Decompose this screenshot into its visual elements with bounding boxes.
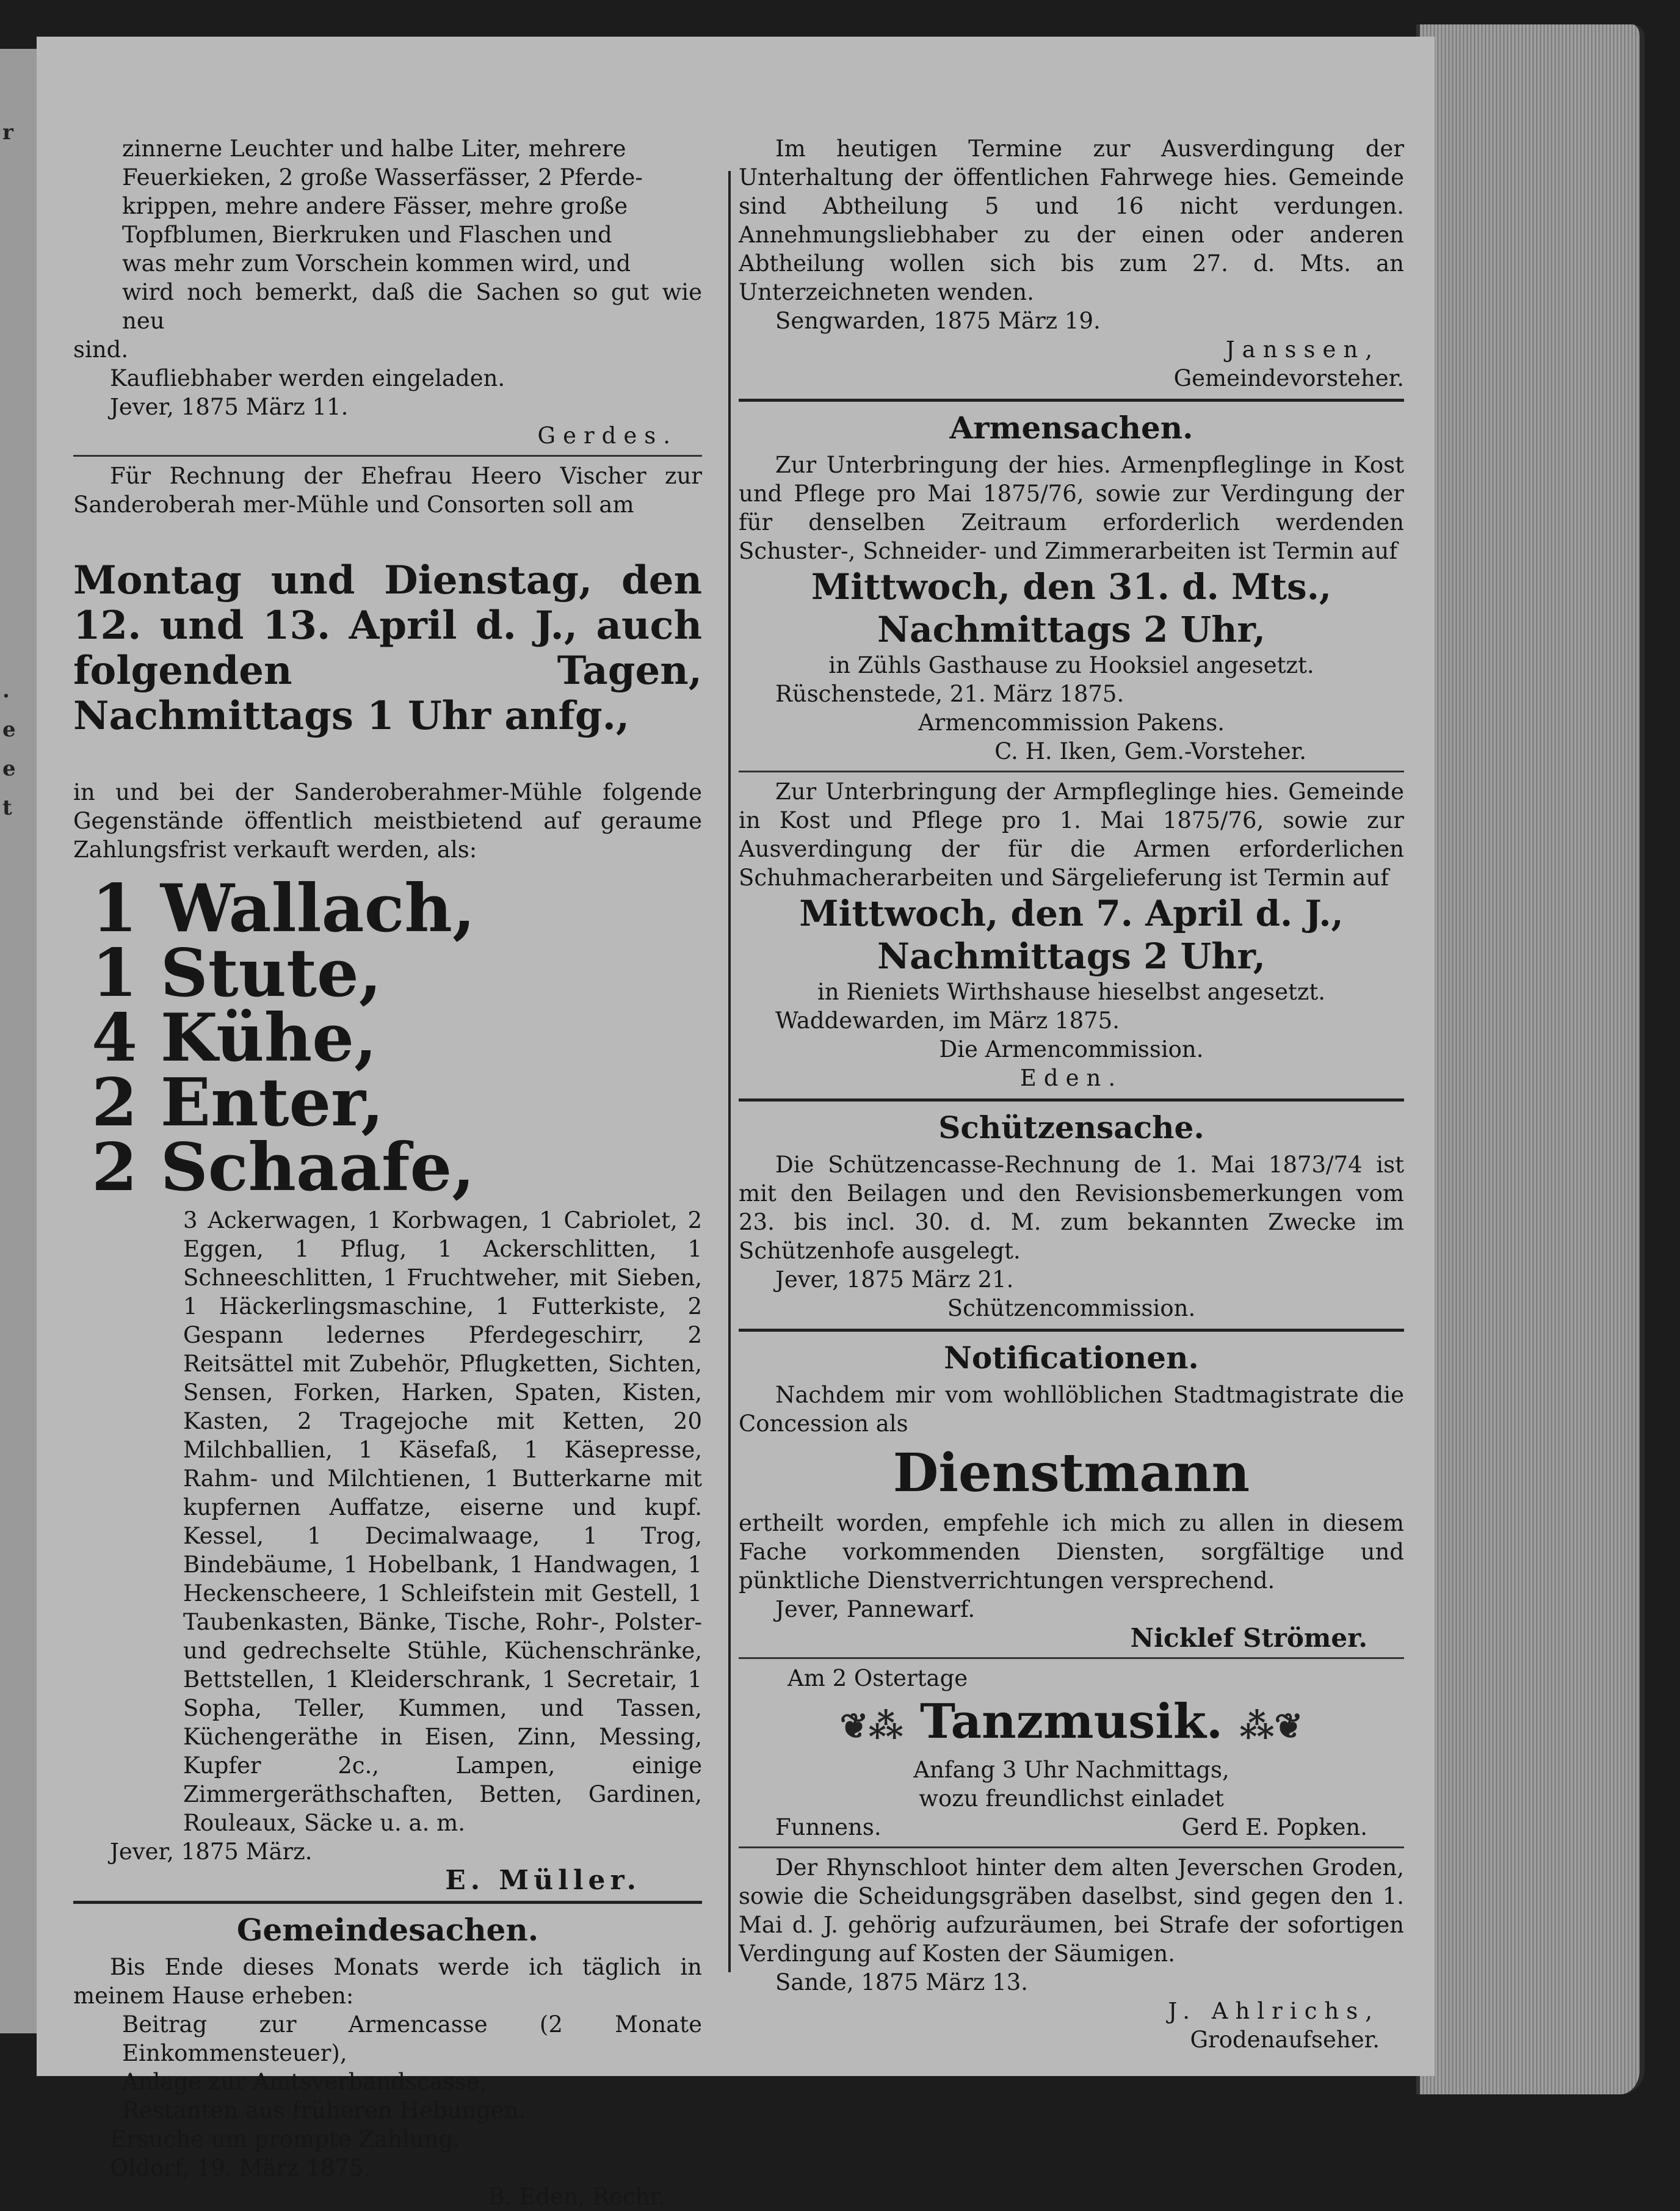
edge-fragment: . xyxy=(2,678,10,703)
auction-date: Mittwoch, den 31. d. Mts., xyxy=(811,566,1332,608)
ad-armensachen-2 xyxy=(739,777,1404,1092)
text-line: Feuerkieken, 2 große Wasserfässer, 2 Pferde- xyxy=(122,164,643,191)
list-item: Beitrag zur Armencasse (2 Monate Einkommensteuer), xyxy=(122,2011,702,2066)
date-line: Oldorf, 19. März 1875. xyxy=(110,2155,371,2181)
ad-gemeindesachen xyxy=(73,1910,702,2211)
signature: Janssen, xyxy=(1225,336,1380,363)
ad-armensachen-1 xyxy=(739,408,1404,766)
signature: Gerd E. Popken. xyxy=(1181,1814,1367,1840)
text-line: Anfang 3 Uhr Nachmittags, xyxy=(913,1757,1229,1783)
signature: Nicklef Strömer. xyxy=(1130,1623,1367,1653)
signature: Eden. xyxy=(1019,1065,1123,1091)
separator-rule xyxy=(73,455,702,457)
section-heading: Schützensache. xyxy=(938,1109,1204,1145)
body-text: Die Schützencasse-Rechnung de 1. Mai 1873/74 ist mit den Beilagen und den Revisionsbemerkungen vom 23. bis incl. 30. d. M. zum bekannten Zwecke im Schützenhofe ausgelegt. xyxy=(739,1152,1404,1264)
date-line: Jever, 1875 März 21. xyxy=(775,1266,1014,1293)
text-line: Topfblumen, Bierkruken und Flaschen und xyxy=(122,222,612,248)
ad-household-sale xyxy=(73,134,702,450)
right-column xyxy=(739,134,1404,2054)
list-item: Anlage zur Amtsverbandscasse, xyxy=(122,2069,487,2095)
text-line: sind. xyxy=(73,336,129,363)
date-line: Am 2 Ostertage xyxy=(788,1665,968,1691)
ad-notificationen xyxy=(739,1338,1404,1652)
book-page-stack xyxy=(1416,24,1645,2094)
date-line: Jever, 1875 März 11. xyxy=(110,394,349,420)
place-line: in Zühls Gasthause zu Hooksiel angesetzt. xyxy=(828,652,1314,678)
tanzmusik-heading xyxy=(739,1693,1404,1755)
adjacent-page-edge xyxy=(0,49,39,2033)
ad-mill-auction xyxy=(73,462,702,1895)
signature: J. Ahlrichs, xyxy=(1168,1998,1380,2024)
place-line: Jever, Pannewarf. xyxy=(775,1596,976,1622)
date-line: Waddewarden, im März 1875. xyxy=(775,1007,1120,1034)
separator-rule xyxy=(73,1901,702,1904)
body-text: Im heutigen Termine zur Ausverdingung der Unterhaltung der öffentlichen Fahrwege hies. Gemeinde sind Abtheilung 5 und 16 nicht verdungen. Annehmungsliebhaber zu der einen oder anderen Abtheilung wollen sich bis zum 27. d. Mts. an Unterzeichneten wenden. xyxy=(739,136,1404,305)
separator-rule xyxy=(739,1846,1404,1848)
intro-text: Für Rechnung der Ehefrau Heero Vischer zur Sanderoberah mer-Mühle und Consorten soll am xyxy=(73,463,702,518)
ad-tanzmusik xyxy=(739,1664,1404,1842)
separator-rule xyxy=(739,1657,1404,1659)
list-item: Restanten aus früheren Hebungen. xyxy=(122,2097,526,2124)
body-text: ertheilt worden, empfehle ich mich zu allen in diesem Fache vorkommenden Diensten, sorgfältige und pünktliche Dienstverrichtungen versprechend. xyxy=(739,1510,1404,1594)
animal-item: 2 Enter, xyxy=(92,1064,384,1141)
tanzmusik-footer xyxy=(739,1813,1404,1842)
animal-list xyxy=(73,870,702,1206)
text-line: wozu freundlichst einladet xyxy=(919,1785,1224,1812)
separator-rule xyxy=(739,771,1404,772)
section-heading: Notificationen. xyxy=(944,1340,1199,1376)
auction-time: Nachmittags 2 Uhr, xyxy=(877,609,1265,650)
separator-rule xyxy=(739,1329,1404,1332)
animal-item: 2 Schaafe, xyxy=(92,1129,475,1206)
signature: C. H. Iken, Gem.-Vorsteher. xyxy=(994,738,1306,764)
auction-date: Mittwoch, den 7. April d. J., xyxy=(799,893,1344,934)
separator-rule xyxy=(739,399,1404,402)
signature: Schützencommission. xyxy=(947,1295,1196,1321)
body-text: Zur Unterbringung der hies. Armenpfleglinge in Kost und Pflege pro Mai 1875/76, sowie zur Verdingung der für denselben Zeitraum erforderlich werdenden Schuster-, Schneider- und Zimmerarbeiten ist Termin auf xyxy=(739,452,1404,564)
text-line: wird noch bemerkt, daß die Sachen so gut wie neu xyxy=(122,279,702,334)
body-text: in und bei der Sanderoberahmer-Mühle folgende Gegenstände öffentlich meistbietend auf geraume Zahlungsfrist verkauft werden, als: xyxy=(73,779,702,863)
intro-text: Nachdem mir vom wohllöblichen Stadtmagistrate die Concession als xyxy=(739,1382,1404,1437)
ad-schuetzensache xyxy=(739,1108,1404,1323)
auction-time: Nachmittags 2 Uhr, xyxy=(877,935,1265,977)
date-line: Sande, 1875 März 13. xyxy=(775,1969,1028,1995)
auction-date-heading: Montag und Dienstag, den 12. und 13. April d. J., auch folgenden Tagen, Nachmittags 1 Uhr anfg., xyxy=(73,557,702,739)
date-line: Jever, 1875 März. xyxy=(110,1839,313,1865)
signature: Armencommission Pakens. xyxy=(918,710,1225,736)
request-line: Ersuche um prompte Zahlung. xyxy=(110,2126,460,2152)
ad-road-maintenance xyxy=(739,134,1404,393)
body-text: Der Rhynschloot hinter dem alten Jeverschen Groden, sowie die Scheidungsgräben daselbst, sind gegen den 1. Mai d. J. gehörig aufzuräumen, bei Strafe der sofortigen Verdingung auf Kosten der Säumigen. xyxy=(739,1854,1404,1967)
invite-line: Kaufliebhaber werden eingeladen. xyxy=(110,365,505,391)
text-line: was mehr zum Vorschein kommen wird, und xyxy=(122,250,631,277)
place-line: Funnens. xyxy=(775,1814,882,1840)
edge-fragment: e xyxy=(2,717,16,742)
signature: B. Eden, Rechr. xyxy=(488,2184,665,2210)
edge-fragment: e xyxy=(2,757,16,781)
separator-rule xyxy=(739,1098,1404,1102)
ad-rhynschloot xyxy=(739,1853,1404,2054)
column-divider xyxy=(728,171,731,1972)
signature: Gerdes. xyxy=(537,423,678,449)
text-line: krippen, mehre andere Fässer, mehre große xyxy=(122,193,628,219)
edge-fragment: t xyxy=(2,796,12,820)
animal-item: 1 Wallach, xyxy=(92,870,476,947)
animal-item: 1 Stute, xyxy=(92,935,382,1012)
animal-item: 4 Kühe, xyxy=(92,1000,377,1076)
ornament-right-icon: ⁂❦ xyxy=(1239,1706,1303,1746)
text-line: zinnerne Leuchter und halbe Liter, mehrere xyxy=(122,136,626,162)
date-line: Sengwarden, 1875 März 19. xyxy=(775,308,1101,334)
place-line: in Rieniets Wirthshause hieselbst angesetzt. xyxy=(817,979,1326,1005)
item-list-text: 3 Ackerwagen, 1 Korbwagen, 1 Cabriolet, 2 Eggen, 1 Pflug, 1 Ackerschlitten, 1 Schneeschlitten, 1 Fruchtweher, mit Sieben, 1 Häckerlingsmaschine, 1 Futterkiste, 2 Gespann ledernes Pferdegeschirr, 2 Reitsättel mit Zubehör, Pflugketten, Sichten, Sensen, Forken, Harken, Spaten, Kisten, Kasten, 2 Tragejoche mit Ketten, 20 Milchballien, 1 Käsefaß, 1 Käsepresse, Rahm- und Milchtienen, 1 Butterkarne mit kupfernen Auffatze, eiserne und kupf. Kessel, 1 Decimalwaage, 1 Trog, Bindebäume, 1 Hobelbank, 1 Handwagen, 1 Heckenscheere, 1 Schleifstein mit Gestell, 1 Taubenkasten, Bänke, Tische, Rohr-, Polster- und gedrechselte Stühle, Küchenschränke, Bettstellen, 1 Kleiderschrank, 1 Secretair, 1 Sopha, Teller, Kummen, und Tassen, Küchengeräthe in Eisen, Zinn, Messing, Kupfer 2c., Lampen, einige Zimmergeräthschaften, Betten, Gardinen, Rouleaux, Säcke u. a. m. xyxy=(183,1207,702,1836)
dienstmann-heading: Dienstmann xyxy=(892,1442,1250,1504)
newspaper-page xyxy=(37,37,1435,2210)
section-heading: Armensachen. xyxy=(949,410,1193,446)
left-column xyxy=(73,134,702,2211)
date-line: Rüschenstede, 21. März 1875. xyxy=(775,681,1124,707)
body-text: Zur Unterbringung der Armpfleglinge hies. Gemeinde in Kost und Pflege pro 1. Mai 1875/76, sowie zur Ausverdingung der für die Armen erforderlichen Schuhmacherarbeiten und Särgelieferung ist Termin auf xyxy=(739,779,1404,891)
section-heading: Gemeindesachen. xyxy=(236,1912,539,1948)
signature-title: Grodenaufseher. xyxy=(1190,2027,1380,2053)
ornament-left-icon: ❦⁂ xyxy=(839,1706,903,1746)
signature: E. Müller. xyxy=(445,1865,641,1896)
edge-fragment: r xyxy=(2,120,13,145)
intro-text: Bis Ende dieses Monats werde ich täglich in meinem Hause erheben: xyxy=(73,1954,702,2009)
signature-title: Gemeindevorsteher. xyxy=(1173,365,1404,391)
signature: Die Armencommission. xyxy=(939,1036,1204,1062)
tanzmusik-title: Tanzmusik. xyxy=(919,1694,1223,1749)
